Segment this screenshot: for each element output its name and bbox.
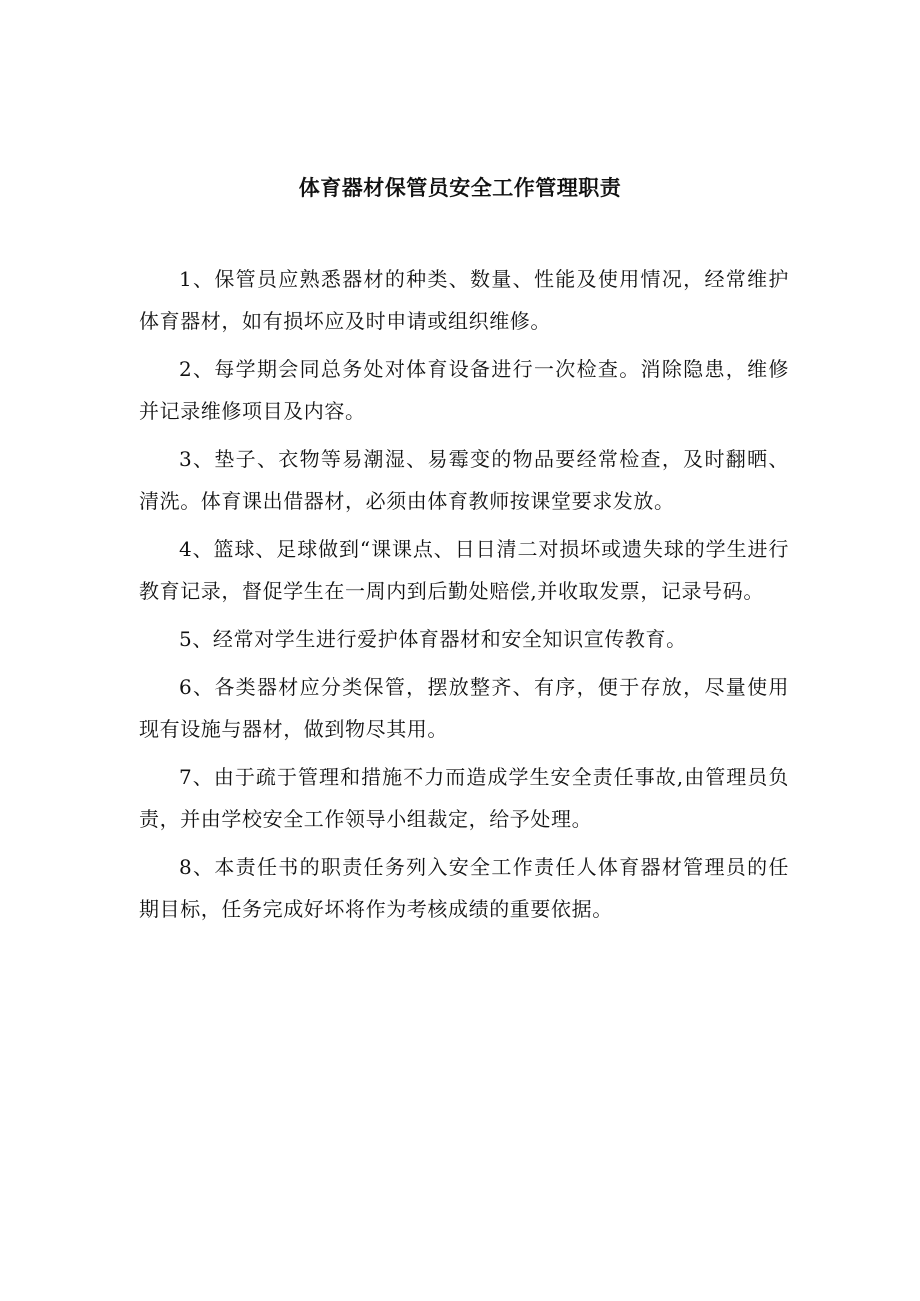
- paragraph-1: 1、保管员应熟悉器材的种类、数量、性能及使用情况，经常维护体育器材，如有损坏应及时申请或组织维修。: [139, 267, 789, 333]
- paragraph-2: 2、每学期会同总务处对体育设备进行一次检查。消除隐患，维修并记录维修项目及内容。: [139, 357, 789, 423]
- paragraph-4: 4、篮球、足球做到“课课点、日日清二对损坏或遗失球的学生进行教育记录，督促学生在一周内到后勤处赔偿,并收取发票，记录号码。: [139, 537, 789, 603]
- paragraph-3: 3、垫子、衣物等易潮湿、易霉变的物品要经常检查，及时翻晒、清洗。体育课出借器材，必须由体育教师按课堂要求发放。: [139, 447, 789, 513]
- paragraph-8: 8、本责任书的职责任务列入安全工作责任人体育器材管理员的任期目标，任务完成好坏将作为考核成绩的重要依据。: [139, 855, 789, 921]
- paragraph-5: 5、经常对学生进行爱护体育器材和安全知识宣传教育。: [179, 627, 687, 651]
- paragraph-7: 7、由于疏于管理和措施不力而造成学生安全责任事故,由管理员负责，并由学校安全工作领导小组裁定，给予处理。: [139, 765, 789, 831]
- document-title: 体育器材保管员安全工作管理职责: [298, 176, 622, 200]
- paragraph-6: 6、各类器材应分类保管，摆放整齐、有序，便于存放，尽量使用现有设施与器材，做到物尽其用。: [139, 675, 789, 741]
- document-body: [139, 258, 789, 936]
